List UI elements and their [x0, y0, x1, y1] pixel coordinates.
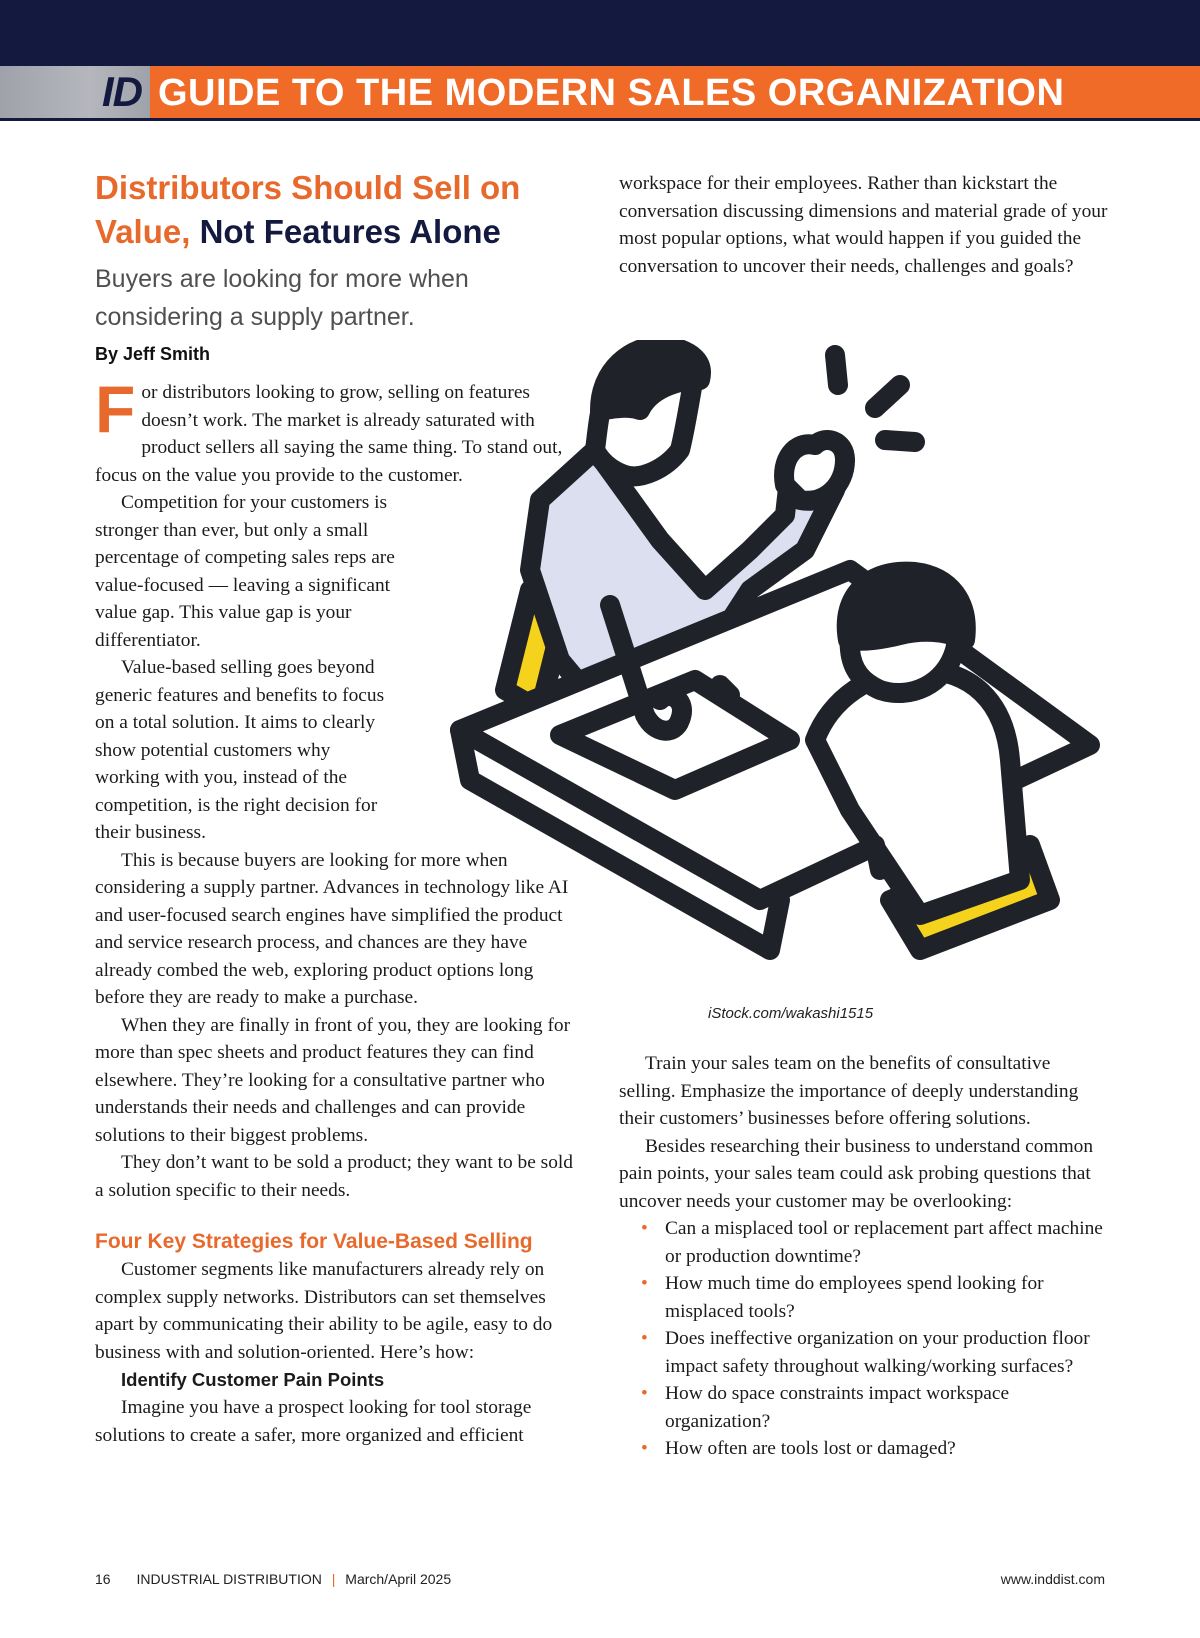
byline: By Jeff Smith	[95, 344, 211, 364]
paragraph: Customer segments like manufacturers already rely on complex supply networks. Distributors can set themselves apart by communicating their ability to be agile, easy to do business with and solution-oriented. Here’s how:	[95, 1259, 553, 1363]
drop-cap: F	[95, 372, 136, 446]
paragraph: When they are finally in front of you, they are looking for more than spec sheets and product features they can find elsewhere. They’re looking for a consultative partner who understands their needs and challenges and can provide solutions to their biggest problems.	[95, 1014, 571, 1146]
sales-meeting-illustration	[450, 340, 1170, 1030]
list-item: • How much time do employees spend looking for misplaced tools?	[619, 1270, 1109, 1325]
illustration-svg	[450, 340, 1170, 1030]
paragraph: Besides researching their business to understand common pain points, your sales team could ask probing questions that uncover needs your customer may be overlooking:	[619, 1135, 1094, 1212]
list-item: • Can a misplaced tool or replacement part affect machine or production downtime?	[619, 1215, 1109, 1270]
paragraph: Value-based selling goes beyond generic features and benefits to focus on a total solution. It aims to clearly show potential customers why working with you, instead of the competition, is the right decision for their business.	[95, 657, 385, 843]
paragraph: They don’t want to be sold a product; they want to be sold a solution specific to their needs.	[95, 1152, 574, 1201]
id-logo-text: ID	[102, 68, 142, 115]
paragraph-intro-text: or distributors looking to grow, selling on features doesn’t work. The market is already saturated with product sellers all saying the same thing. To stand out, focus on the value you provide to the customer.	[95, 382, 563, 486]
paragraph: Train your sales team on the benefits of consultative selling. Emphasize the importance of deeply understanding their customers’ businesses before offering solutions.	[619, 1053, 1079, 1129]
list-item: • Does ineffective organization on your production floor impact safety throughout walking/working surfaces?	[619, 1325, 1109, 1380]
article-deck: Buyers are looking for more when considering a supply partner.	[95, 265, 469, 331]
image-credit: iStock.com/wakashi1515	[708, 1005, 874, 1022]
headline-navy-part: Not Features Alone	[199, 213, 501, 250]
section-title: GUIDE TO THE MODERN SALES ORGANIZATION	[158, 72, 1065, 114]
paragraph: Imagine you have a prospect looking for tool storage solutions to create a safer, more organized and efficient	[95, 1397, 532, 1446]
right-column-top	[619, 170, 1109, 280]
right-column-bottom	[619, 1050, 1109, 1463]
paragraph: Competition for your customers is stronger than ever, but only a small percentage of competing sales reps are value-focused — leaving a significant value gap. This value gap is your differentiator.	[95, 492, 395, 651]
list-item: • How do space constraints impact workspace organization?	[619, 1380, 1109, 1435]
paragraph: This is because buyers are looking for more when considering a supply partner. Advances in technology like AI and user-focused search engines have simplified the product and service research process, and chances are they have already combed the web, exploring product options long before they are ready to make a purchase.	[95, 849, 569, 1008]
id-logo	[0, 66, 150, 118]
footer-separator: |	[331, 1571, 336, 1587]
page-footer	[95, 1571, 1105, 1587]
article-headline	[95, 166, 585, 254]
top-navy-bar	[0, 0, 1200, 66]
website-link[interactable]: www.inddist.com	[1000, 1571, 1105, 1587]
question-list	[619, 1215, 1109, 1463]
publication-name: INDUSTRIAL DISTRIBUTION	[136, 1571, 322, 1587]
section-subhead: Four Key Strategies for Value-Based Selling	[95, 1230, 533, 1253]
headline-orange-part: Distributors Should Sell on Value,	[95, 169, 521, 250]
list-item: • How often are tools lost or damaged?	[619, 1435, 1109, 1463]
issue-date: March/April 2025	[345, 1571, 452, 1587]
section-banner	[0, 66, 1200, 121]
strategy-subhead: Identify Customer Pain Points	[121, 1369, 385, 1390]
paragraph-continued: workspace for their employees. Rather than kickstart the conversation discussing dimensions and material grade of your most popular options, what would happen if you guided the conversation to uncover their needs, challenges and goals?	[619, 173, 1108, 277]
page-number: 16	[95, 1571, 111, 1587]
